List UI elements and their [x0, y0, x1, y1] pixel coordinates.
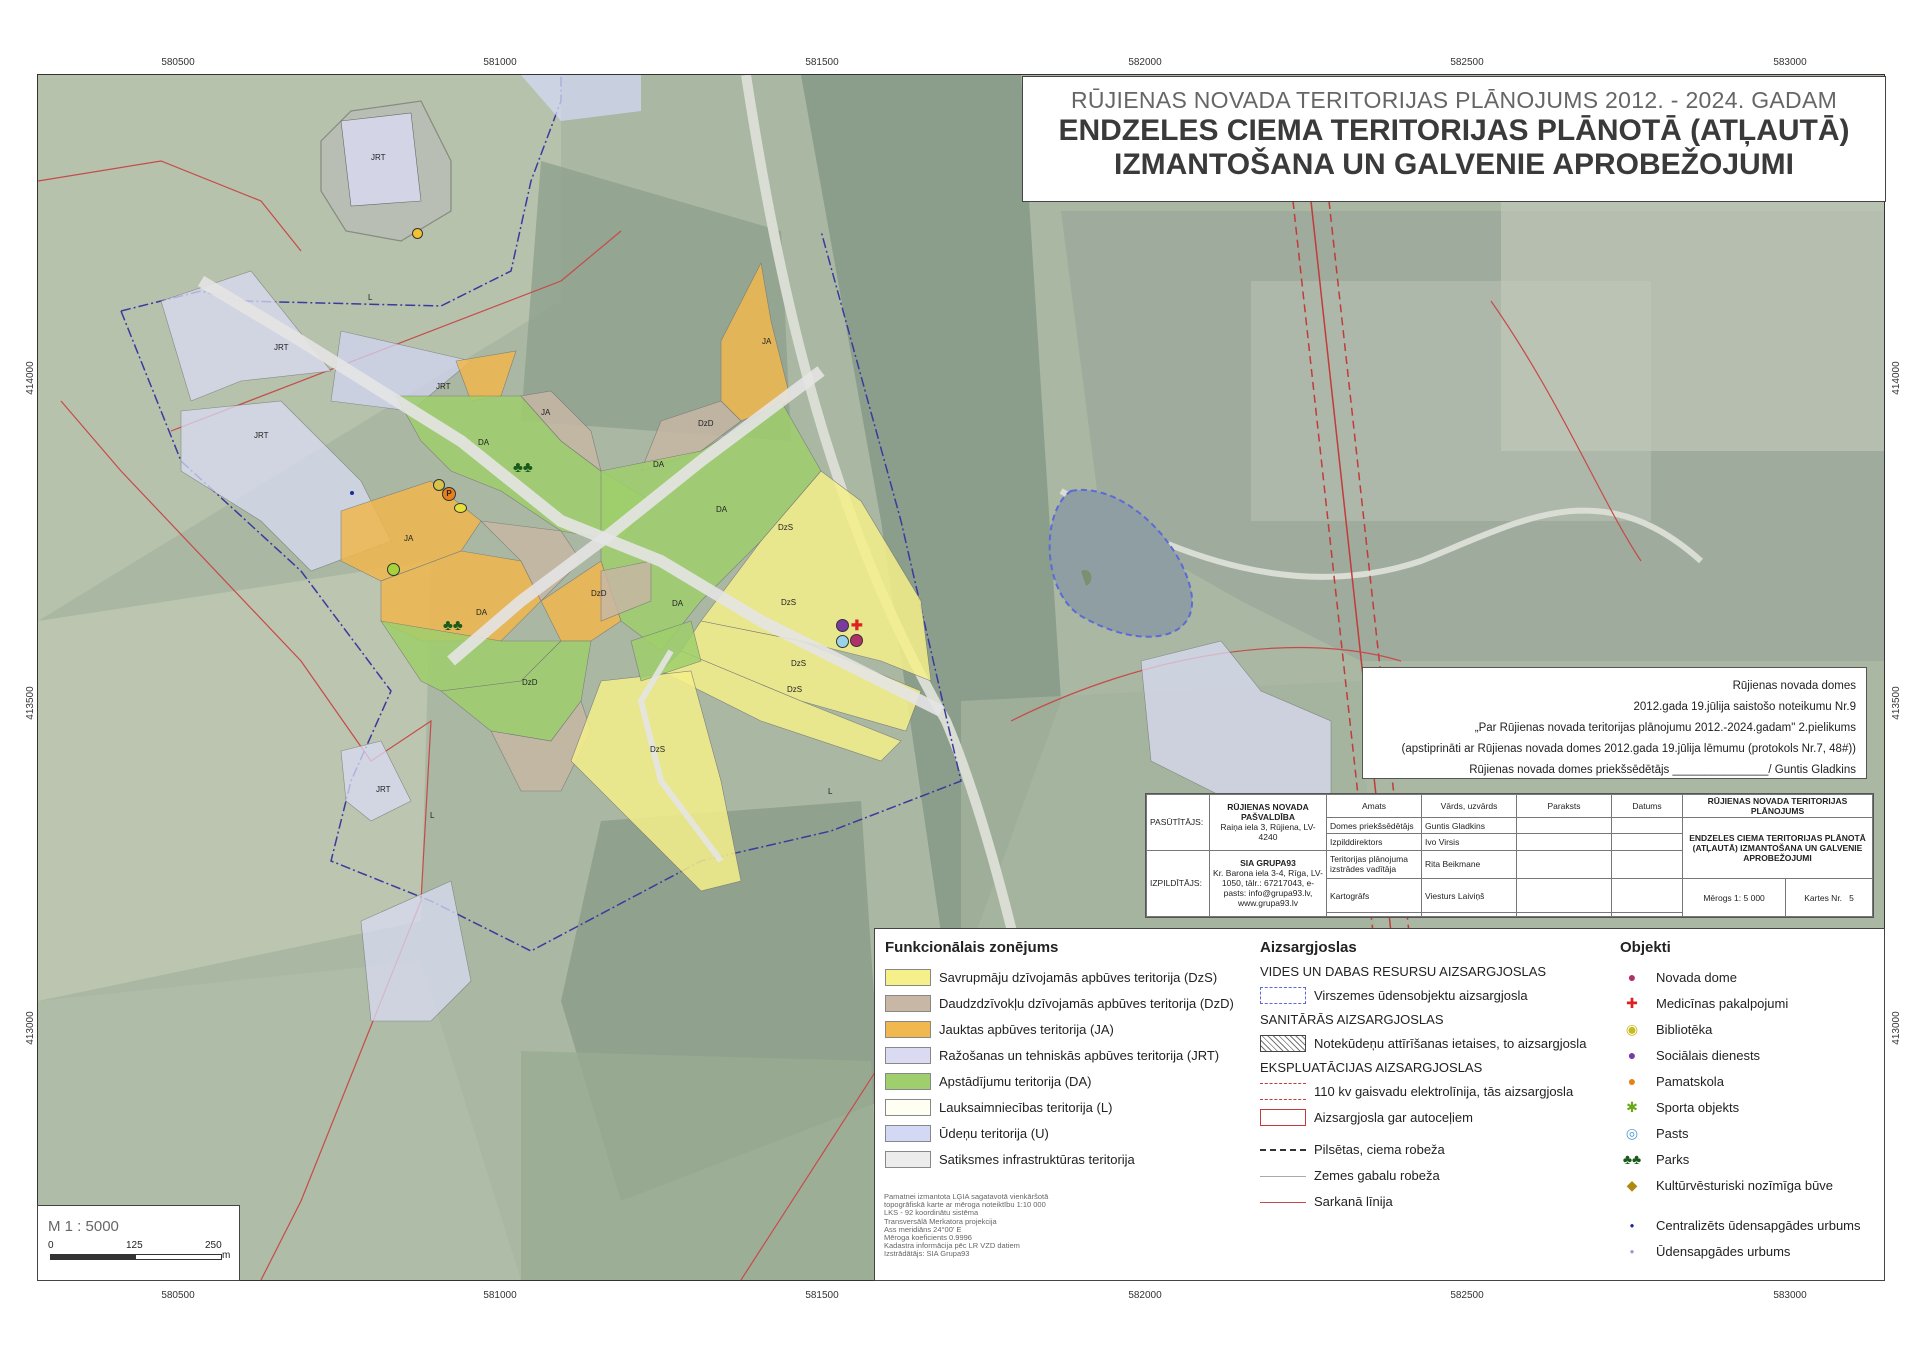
legend-label: Lauksaimniecības teritorija (L) [939, 1099, 1113, 1115]
approval-line: „Par Rūjienas novada teritorijas plānojumu 2012.-2024.gadam" 2.pielikums [1474, 722, 1856, 734]
legend-item [885, 1094, 1245, 1120]
zone-label: DA [716, 505, 728, 514]
credit-line: LKS - 92 koordinātu sistēma [884, 1208, 979, 1218]
legend-objects [1620, 939, 1880, 1264]
name-cell: Rita Beikmane [1422, 850, 1517, 879]
zone-label: JRT [371, 153, 386, 162]
approval-line: (apstiprināti ar Rūjienas novada domes 2012.gada 19.jūlija lēmumu (protokols Nr.7, 48#)) [1401, 743, 1856, 755]
red-line-swatch [1260, 1202, 1306, 1203]
legend-label: Sporta objekts [1656, 1099, 1740, 1115]
zone-label: JRT [376, 785, 391, 794]
heritage-icon: ◆ [1626, 1176, 1638, 1193]
y-coord-label: 414000 [25, 361, 37, 395]
legend-label: Centralizēts ūdensapgādes urbums [1656, 1217, 1861, 1233]
legend-item [885, 1146, 1245, 1172]
settlement-boundary-swatch [1260, 1149, 1306, 1151]
legend-item [885, 964, 1245, 990]
legend-item [1260, 982, 1620, 1008]
map-title-line1: ENDZELES CIEMA TERITORIJAS PLĀNOTĀ (ATĻAUTĀ) [1058, 114, 1850, 147]
signature-cell [1517, 834, 1612, 850]
x-coord-label: 583000 [1773, 57, 1807, 68]
x-coord-label: 581500 [805, 57, 839, 68]
client-name: RŪJIENAS NOVADA PAŠVALDĪBA [1227, 802, 1309, 823]
credit-line: Pamatnei izmantota LĢIA sagatavotā vienkāršotā [884, 1192, 1049, 1201]
role-cell: Teritorijas plānojuma izstrādes vadītāja [1327, 850, 1422, 879]
scale-bar [50, 1254, 222, 1260]
legend-item [1260, 1104, 1620, 1130]
legend-label: Apstādījumu teritorija (DA) [939, 1073, 1092, 1089]
legend-item [885, 1042, 1245, 1068]
map-credits [884, 1193, 1048, 1259]
legend-label: Jauktas apbūves teritorija (JA) [939, 1021, 1114, 1037]
x-coord-label: 581000 [483, 1290, 517, 1301]
legend-label: Pamatskola [1656, 1073, 1724, 1089]
legend-label: Ražošanas un tehniskās apbūves teritorija (JRT) [939, 1047, 1220, 1063]
social-service-icon: ● [1627, 1047, 1637, 1063]
legend-label: 110 kv gaisvadu elektrolīnija, tās aizsargjosla [1314, 1083, 1574, 1099]
scale-cell: Mērogs 1: 5 000 [1683, 879, 1786, 917]
empty-cell [1517, 913, 1612, 917]
x-coord-label: 582000 [1128, 1290, 1162, 1301]
legend-item [885, 1068, 1245, 1094]
zone-label: DzS [781, 598, 797, 607]
date-cell [1612, 834, 1683, 850]
map-title-line2: IZMANTOŠANA UN GALVENIE APROBEŽOJUMI [1113, 148, 1795, 181]
library-icon: ◉ [1625, 1020, 1639, 1037]
well-icon: ● [1629, 1246, 1635, 1256]
power-line-swatch [1260, 1083, 1306, 1100]
column-header: Amats [1327, 795, 1422, 818]
legend-item [1620, 1042, 1880, 1068]
legend-item [1620, 1016, 1880, 1042]
legend-subheading: VIDES UN DABAS RESURSU AIZSARGJOSLAS [1260, 964, 1547, 979]
legend-item [1260, 1188, 1620, 1214]
zone-label: JRT [436, 382, 451, 391]
sheet-label: Kartes Nr. [1804, 892, 1843, 903]
sport-icon[interactable] [387, 563, 400, 576]
role-cell: Kartogrāfs [1327, 879, 1422, 913]
central-well-icon: ● [1629, 1220, 1635, 1230]
legend-item [1620, 1120, 1880, 1146]
stamp-label: IZPILDĪTĀJS: [1147, 850, 1210, 916]
zone-swatch [885, 969, 931, 986]
title-stamp [1145, 793, 1874, 918]
zone-label: DzD [698, 419, 714, 428]
zone-label: JRT [254, 431, 269, 440]
x-coord-label: 582500 [1450, 1290, 1484, 1301]
parcel-boundary-swatch [1260, 1176, 1306, 1177]
title-block [1022, 76, 1886, 202]
legend-subheading: SANITĀRĀS AIZSARGJOSLAS [1260, 1012, 1444, 1027]
heritage-icon[interactable] [433, 479, 445, 491]
social-service-icon[interactable] [836, 619, 849, 632]
legend-label: Satiksmes infrastruktūras teritorija [939, 1151, 1135, 1167]
central-well-icon[interactable] [350, 491, 354, 495]
contractor-name: SIA GRUPA93 [1240, 858, 1296, 869]
legend-label: Zemes gabalu robeža [1314, 1167, 1440, 1183]
legend-item [1260, 1162, 1620, 1188]
date-cell [1612, 850, 1683, 879]
scale-label: M 1 : 5000 [48, 1218, 119, 1235]
zone-swatch [885, 1151, 931, 1168]
town-hall-icon[interactable] [850, 634, 863, 647]
legend-label: Notekūdeņu attīrīšanas ietaises, to aizsargjosla [1314, 1035, 1587, 1051]
zone-label: DzS [650, 745, 666, 754]
zone-label: JA [404, 534, 414, 543]
legend-zoning [885, 939, 1245, 1172]
empty-cell [1612, 913, 1683, 917]
post-icon: ◎ [1625, 1124, 1639, 1141]
approval-info [1362, 667, 1867, 779]
zone-label: DzS [787, 685, 803, 694]
legend-label: Ūdensapgādes urbums [1656, 1243, 1791, 1259]
legend-item [1260, 1078, 1620, 1104]
legend-item [885, 1120, 1245, 1146]
x-coord-label: 580500 [161, 1290, 195, 1301]
credit-line: Izstrādātājs: SIA Grupa93 [884, 1249, 970, 1259]
legend-item [1620, 1094, 1880, 1120]
column-header: Datums [1612, 795, 1683, 818]
legend-protection-zones [1260, 939, 1620, 1214]
zone-label: DA [478, 438, 490, 447]
legend-item [1620, 990, 1880, 1016]
legend-item [885, 990, 1245, 1016]
credit-line: Transversālā Merkatora projekcija [884, 1216, 997, 1226]
zone-label: DA [653, 460, 665, 469]
empty-cell [1327, 913, 1422, 917]
x-coord-label: 582000 [1128, 57, 1162, 68]
y-coord-label: 413000 [1891, 1011, 1903, 1045]
date-cell [1612, 818, 1683, 834]
legend-label: Sarkanā līnija [1314, 1193, 1393, 1209]
name-cell: Guntis Gladkins [1422, 818, 1517, 834]
park-trees-icon: ♣♣ [513, 459, 533, 476]
client-address: Raiņa iela 3, Rūjiena, LV-4240 [1220, 822, 1316, 843]
legend-label: Ūdeņu teritorija (U) [939, 1125, 1049, 1141]
legend-label: Kultūrvēsturiski nozīmīga būve [1656, 1177, 1834, 1193]
school-icon: ● [1627, 1073, 1637, 1089]
scale-unit: m [222, 1250, 231, 1261]
zone-label: L [430, 811, 435, 820]
approval-line: Rūjienas novada domes [1732, 680, 1856, 692]
credit-line: Ass meridiāns 24°00' E [884, 1224, 962, 1234]
legend-label: Bibliotēka [1656, 1021, 1713, 1037]
legend-label: Aizsargjosla gar autoceļiem [1314, 1109, 1473, 1125]
project-title: RŪJIENAS NOVADA TERITORIJAS PLĀNOJUMS [1683, 795, 1873, 818]
sheet-number: 5 [1849, 892, 1854, 903]
zone-swatch [885, 1099, 931, 1116]
legend-heading: Aizsargjoslas [1260, 939, 1357, 956]
signature-cell [1517, 879, 1612, 913]
zone-label: DA [476, 608, 488, 617]
legend-item [1260, 1136, 1620, 1162]
school-icon[interactable]: P [442, 487, 456, 501]
zone-label: JA [762, 337, 772, 346]
column-header: Paraksts [1517, 795, 1612, 818]
park-trees-icon: ♣♣ [443, 617, 463, 634]
x-coord-label: 581000 [483, 57, 517, 68]
approval-line: 2012.gada 19.jūlija saistošo noteikumu Nr.9 [1633, 701, 1856, 713]
scale-tick: 250 [205, 1240, 222, 1251]
medical-cross-icon: ✚ [1626, 994, 1638, 1011]
park-trees-icon: ♣♣ [1622, 1151, 1642, 1167]
column-header: Vārds, uzvārds [1422, 795, 1517, 818]
approval-line: Rūjienas novada domes priekšsēdētājs _______________/ Guntis Gladkins [1469, 764, 1856, 776]
legend-item [1260, 1030, 1620, 1056]
wastewater-plant-icon[interactable] [412, 228, 423, 239]
credit-line: Kadastra informācija pēc LR VZD datiem [884, 1241, 1020, 1251]
zone-swatch [885, 1125, 931, 1142]
credit-line: Mēroga koeficients 0.9996 [884, 1233, 972, 1243]
plan-title: RŪJIENAS NOVADA TERITORIJAS PLĀNOJUMS 2012. - 2024. GADAM [1070, 87, 1838, 113]
legend-item [1620, 1172, 1880, 1198]
scale-tick: 125 [126, 1240, 143, 1251]
x-coord-label: 583000 [1773, 1290, 1807, 1301]
legend-item [1620, 1068, 1880, 1094]
zone-swatch [885, 1021, 931, 1038]
zone-label: DzS [778, 523, 794, 532]
legend-item [1620, 1212, 1880, 1238]
legend-label: Novada dome [1656, 969, 1737, 985]
legend-subheading: EKSPLUATĀCIJAS AIZSARGJOSLAS [1260, 1060, 1483, 1075]
legend-label: Medicīnas pakalpojumi [1656, 995, 1789, 1011]
legend-heading: Funkcionālais zonējums [885, 939, 1059, 956]
y-coord-label: 413000 [25, 1011, 37, 1045]
y-coord-label: 413500 [25, 686, 37, 720]
role-cell: Domes priekšsēdētājs [1327, 818, 1422, 834]
name-cell: Ivo Virsis [1422, 834, 1517, 850]
road-protection-swatch [1260, 1109, 1306, 1126]
role-cell: Izpilddirektors [1327, 834, 1422, 850]
scale-tick: 0 [48, 1240, 54, 1251]
legend-label: Daudzdzīvokļu dzīvojamās apbūves teritorija (DzD) [939, 995, 1234, 1011]
zone-label: L [828, 787, 833, 796]
x-coord-label: 580500 [161, 57, 195, 68]
library-icon[interactable] [454, 503, 467, 513]
zone-label: JA [541, 408, 551, 417]
signature-cell [1517, 850, 1612, 879]
zone-label: DzS [791, 659, 807, 668]
stamp-label: PASŪTĪTĀJS: [1147, 795, 1210, 851]
zone-swatch [885, 995, 931, 1012]
zone-label: DzD [522, 678, 538, 687]
legend-item [1620, 964, 1880, 990]
y-coord-label: 413500 [1891, 686, 1903, 720]
legend-label: Sociālais dienests [1656, 1047, 1761, 1063]
legend-item [1620, 1238, 1880, 1264]
post-icon[interactable] [836, 635, 849, 648]
zone-swatch [885, 1047, 931, 1064]
zone-swatch [885, 1073, 931, 1090]
medical-cross-icon[interactable]: ✚ [851, 617, 863, 633]
signature-cell [1517, 818, 1612, 834]
water-protection-swatch [1260, 987, 1306, 1004]
zone-label: DA [672, 599, 684, 608]
stamp-map-title: ENDZELES CIEMA TERITORIJAS PLĀNOTĀ (ATĻAUTĀ) IZMANTOŠANA UN GALVENIE APROBEŽOJUMI [1683, 818, 1873, 879]
scale-bar-box [37, 1205, 240, 1281]
zone-label: JRT [274, 343, 289, 352]
zone-label: L [368, 293, 373, 302]
legend-heading: Objekti [1620, 939, 1671, 956]
zone-label: DzD [591, 589, 607, 598]
legend-label: Savrupmāju dzīvojamās apbūves teritorija (DzS) [939, 969, 1218, 985]
sport-icon: ✱ [1626, 1098, 1638, 1115]
empty-cell [1422, 913, 1517, 917]
town-hall-icon: ● [1627, 969, 1637, 985]
date-cell [1612, 879, 1683, 913]
x-coord-label: 581500 [805, 1290, 839, 1301]
name-cell: Viesturs Laiviņš [1422, 879, 1517, 913]
legend-item [885, 1016, 1245, 1042]
legend-item [1620, 1146, 1880, 1172]
y-coord-label: 414000 [1891, 361, 1903, 395]
legend-label: Virszemes ūdensobjektu aizsargjosla [1314, 987, 1528, 1003]
x-coord-label: 582500 [1450, 57, 1484, 68]
legend-label: Parks [1656, 1151, 1690, 1167]
legend-label: Pilsētas, ciema robeža [1314, 1141, 1445, 1157]
legend-label: Pasts [1656, 1125, 1689, 1141]
contractor-address: Kr. Barona iela 3-4, Rīga, LV-1050, tālr.: 67217043, e-pasts: info@grupa93.lv, www.grupa93.lv [1213, 868, 1323, 909]
wastewater-zone-swatch [1260, 1035, 1306, 1052]
credit-line: topogrāfiskā karte ar mēroga noteiktību 1:10 000 [884, 1200, 1046, 1210]
